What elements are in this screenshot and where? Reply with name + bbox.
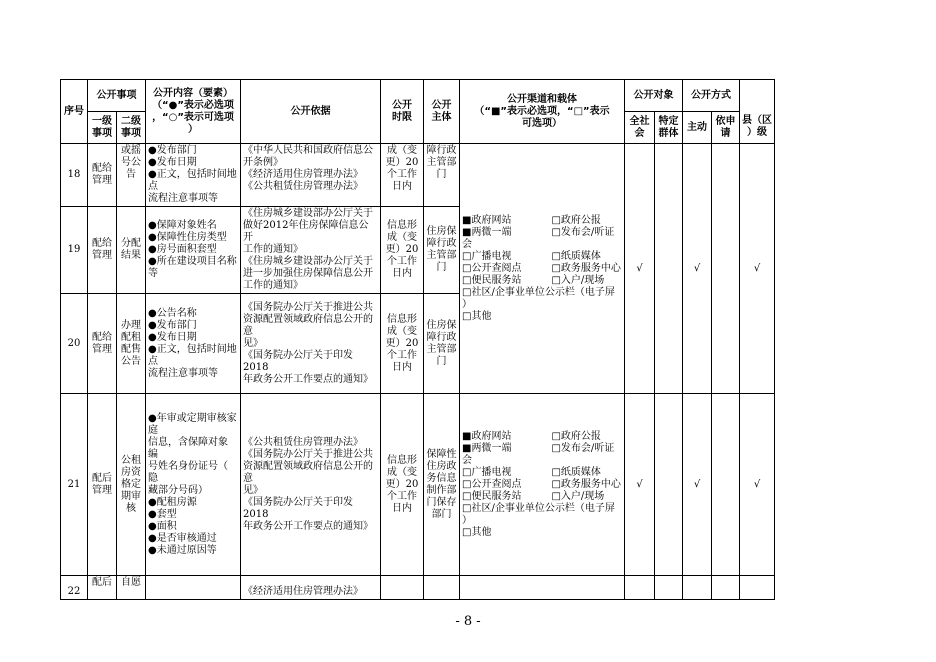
header-method: 公开方式 xyxy=(683,80,740,112)
header-public-items: 公开事项 xyxy=(88,80,146,112)
channel-cell: ■政府网站 □政府公报 ■两微一端 □发布会/听证 会 □广播电视 □纸质媒体 □公开查阅点 □政务服务中心 □便民服务站 □入户/现场 □社区/企事业单位公示栏（电子屏 ） □其他 xyxy=(460,394,625,576)
header-content: 公开内容（要素） （“●”表示必选项 ，“○”表示可选项 ） xyxy=(146,80,241,144)
method-request-cell xyxy=(712,394,740,576)
county-check: √ xyxy=(740,144,775,394)
channel-cell: ■政府网站 □政府公报 ■两微一端 □发布会/听证 会 □广播电视 □纸质媒体 □公开查阅点 □政务服务中心 □便民服务站 □入户/现场 □社区/企事业单位公示栏（电子屏 ） □其他 xyxy=(460,144,625,394)
header-basis: 公开依据 xyxy=(241,80,381,144)
method-active-check: √ xyxy=(683,144,712,394)
row-number: 20 xyxy=(61,294,88,394)
basis-cell: 《公共租赁住房管理办法》 《国务院办公厅关于推进公共 资源配置领域政府信息公开的 意 见》 《国务院办公厅关于印发2018 年政务公开工作要点的通知》 xyxy=(241,394,381,576)
level2-cell: 或摇 号公 告 xyxy=(117,144,146,207)
page-number: - 8 - xyxy=(455,614,481,629)
header-channel: 公开渠道和载体 （“■”表示必选项，“□”表示 可选项） xyxy=(460,80,625,144)
header-target-all: 全社 会 xyxy=(625,112,655,144)
row-number: 18 xyxy=(61,144,88,207)
level1-cell: 配给 管理 xyxy=(88,144,117,207)
content-cell: ●年审或定期审核家 庭 信息，含保障对象 编 号姓名身份证号（ 隐 藏部分号码） ●配租房源 ●套型 ●面积 ●是否审核通过 ●未通过原因等 xyxy=(146,394,241,576)
subject-cell xyxy=(424,576,460,600)
target-specific-cell xyxy=(655,576,683,600)
header-county: 县（区 ）级 xyxy=(740,112,775,144)
content-cell: ●公告名称 ●发布部门 ●发布日期 ●正文，包括时间地 点 流程注意事项等 xyxy=(146,294,241,394)
target-specific-cell xyxy=(655,144,683,394)
table-row xyxy=(61,144,775,207)
county-cell xyxy=(740,576,775,600)
time-limit-cell: 信息形 成（变 更）20 个工作 日内 xyxy=(381,207,424,294)
header-seq: 序号 xyxy=(61,80,88,144)
table-row xyxy=(61,394,775,576)
row-number: 22 xyxy=(61,576,88,600)
basis-cell: 《中华人民共和国政府信息公 开条例》 《经济适用住房管理办法》 《公共租赁住房管理办法》 xyxy=(241,144,381,207)
level1-cell: 配后 xyxy=(88,576,117,600)
level1-cell: 配给 管理 xyxy=(88,294,117,394)
target-all-cell xyxy=(625,576,655,600)
time-limit-cell xyxy=(381,576,424,600)
basis-cell: 《国务院办公厅关于推进公共 资源配置领域政府信息公开的 意 见》 《国务院办公厅关于印发2018 年政务公开工作要点的通知》 xyxy=(241,294,381,394)
row-number: 19 xyxy=(61,207,88,294)
level1-cell: 配给 管理 xyxy=(88,207,117,294)
county-check: √ xyxy=(740,394,775,576)
method-request-cell xyxy=(712,144,740,394)
header-method-request: 依申 请 xyxy=(712,112,740,144)
table-row xyxy=(61,576,775,600)
content-cell: ●保障对象姓名 ●保障性住房类型 ●房号面积套型 ●所在建设项目名称 等 xyxy=(146,207,241,294)
target-all-check: √ xyxy=(625,144,655,394)
subject-cell: 保障性 住房政 务信息 制作部 门保存 部门 xyxy=(424,394,460,576)
level2-cell: 办理 配租 配售 公告 xyxy=(117,294,146,394)
row-number: 21 xyxy=(61,394,88,576)
subject-cell: 住房保 障行政 主管部 门 xyxy=(424,294,460,394)
basis-cell: 《经济适用住房管理办法》 xyxy=(241,576,381,600)
header-row-1 xyxy=(61,80,775,112)
header-level2: 二级 事项 xyxy=(117,112,146,144)
header-target: 公开对象 xyxy=(625,80,683,112)
level2-cell: 分配 结果 xyxy=(117,207,146,294)
content-cell: ●发布部门 ●发布日期 ●正文，包括时间地 点 流程注意事项等 xyxy=(146,144,241,207)
time-limit-cell: 信息形 成（变 更）20 个工作 日内 xyxy=(381,294,424,394)
time-limit-cell: 信息形 成（变 更）20 个工作 日内 xyxy=(381,394,424,576)
header-level1: 一级 事项 xyxy=(88,112,117,144)
level2-cell: 自愿 xyxy=(117,576,146,600)
target-all-check: √ xyxy=(625,394,655,576)
method-request-cell xyxy=(712,576,740,600)
content-cell xyxy=(146,576,241,600)
header-method-active: 主动 xyxy=(683,112,712,144)
basis-cell: 《住房城乡建设部办公厅关于 做好2012年住房保障信息公开 工作的通知》 《住房城乡建设部办公厅关于 进一步加强住房保障信息公开 工作的通知》 xyxy=(241,207,381,294)
method-active-check: √ xyxy=(683,394,712,576)
method-active-cell xyxy=(683,576,712,600)
channel-cell xyxy=(460,576,625,600)
disclosure-table xyxy=(60,79,775,600)
header-time-limit: 公开 时限 xyxy=(381,80,424,144)
target-specific-cell xyxy=(655,394,683,576)
time-limit-cell: 成（变 更）20 个工作 日内 xyxy=(381,144,424,207)
subject-cell: 住房保 障行政 主管部 门 xyxy=(424,207,460,294)
level1-cell: 配后 管理 xyxy=(88,394,117,576)
subject-cell: 障行政 主管部 门 xyxy=(424,144,460,207)
header-target-specific: 特定 群体 xyxy=(655,112,683,144)
header-subject: 公开 主体 xyxy=(424,80,460,144)
header-county-top xyxy=(740,80,775,112)
level2-cell: 公租 房资 格定 期审 核 xyxy=(117,394,146,576)
